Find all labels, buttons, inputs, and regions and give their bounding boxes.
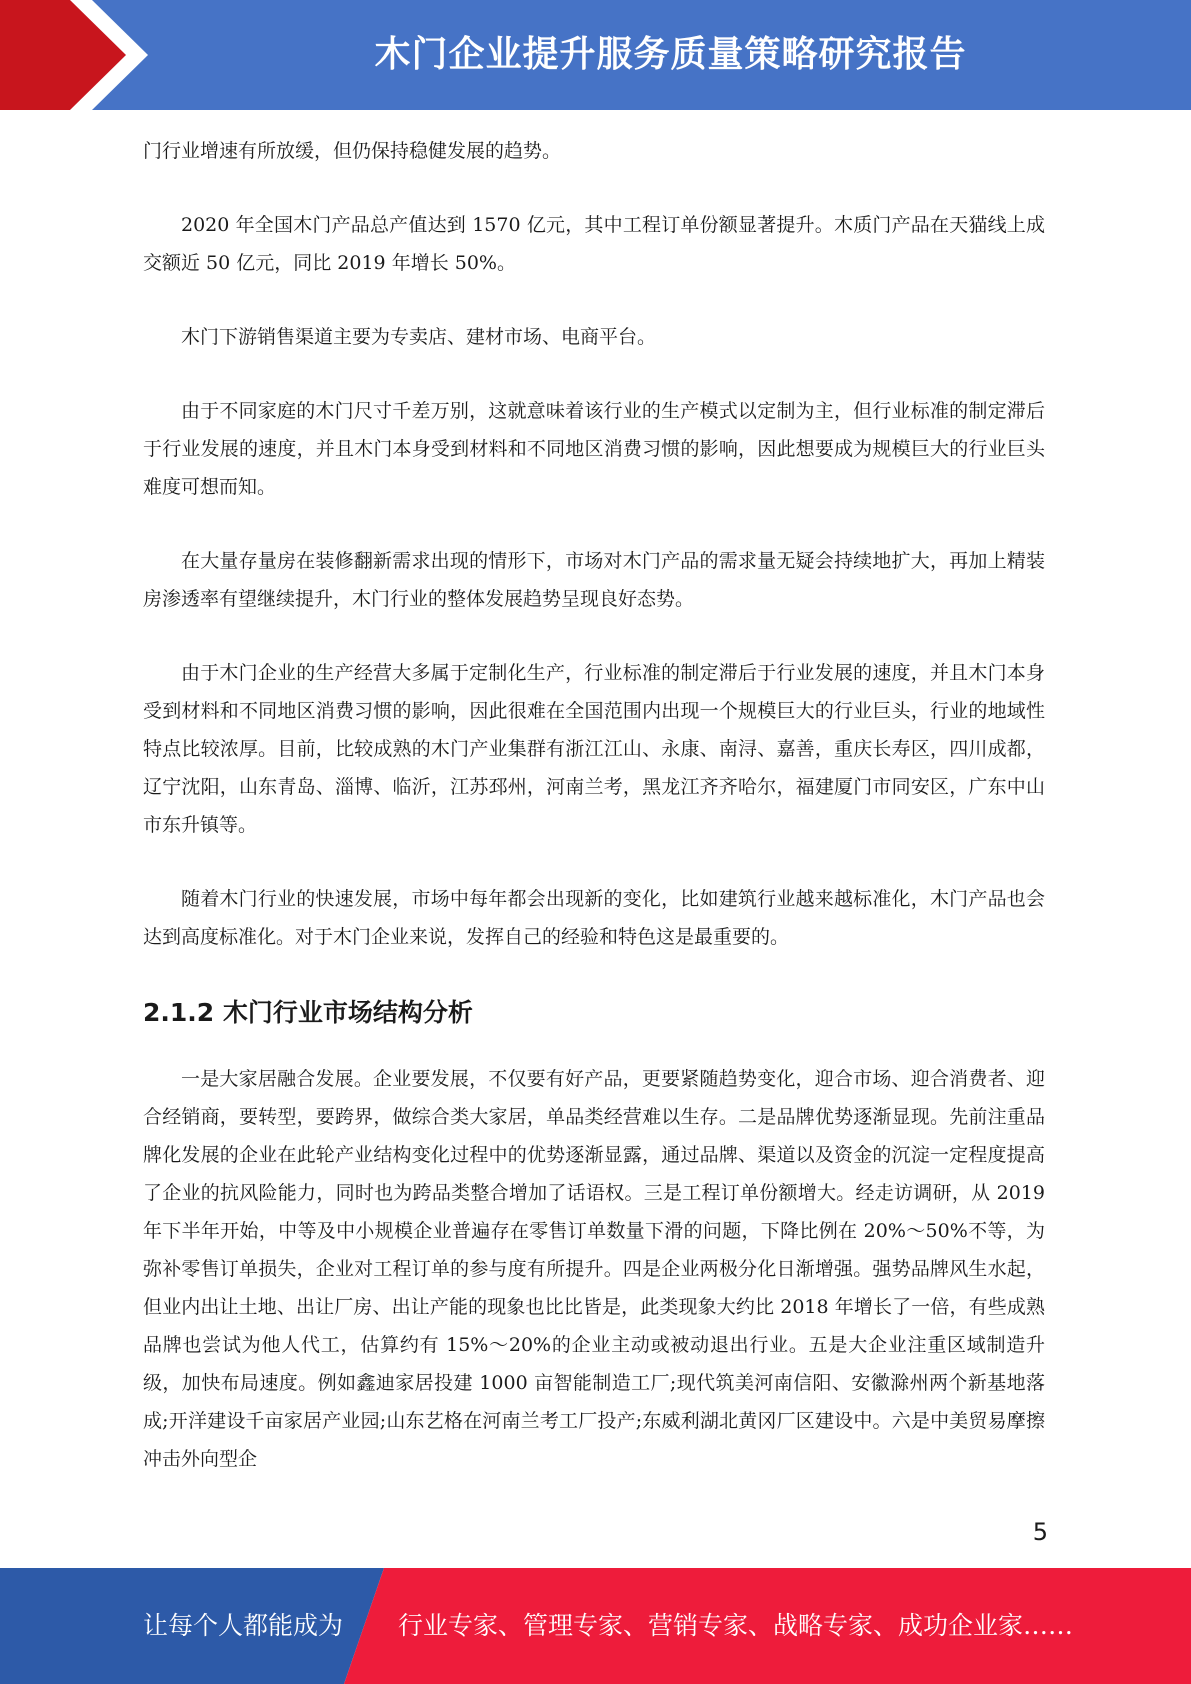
- footer-slogan-right: 行业专家、管理专家、营销专家、战略专家、成功企业家……: [398, 1611, 1074, 1640]
- paragraph: 木门下游销售渠道主要为专卖店、建材市场、电商平台。: [181, 326, 657, 348]
- paragraph: 2020 年全国木门产品总产值达到 1570 亿元，其中工程订单份额显著提升。木质门产品在天猫线上成交额近 50 亿元，同比 2019 年增长 50%。: [143, 214, 1045, 274]
- page-number: 5: [1032, 1518, 1048, 1546]
- page-content: [143, 132, 1045, 1514]
- paragraph: 随着木门行业的快速发展，市场中每年都会出现新的变化，比如建筑行业越来越标准化，木门产品也会达到高度标准化。对于木门企业来说，发挥自己的经验和特色这是最重要的。: [143, 888, 1045, 948]
- paragraph: 在大量存量房在装修翻新需求出现的情形下，市场对木门产品的需求量无疑会持续地扩大，再加上精装房渗透率有望继续提升，木门行业的整体发展趋势呈现良好态势。: [143, 550, 1045, 610]
- page-header: [0, 0, 1191, 110]
- paragraph: 一是大家居融合发展。企业要发展，不仅要有好产品，更要紧随趋势变化，迎合市场、迎合消费者、迎合经销商，要转型，要跨界，做综合类大家居，单品类经营难以生存。二是品牌优势逐渐显现。先前注重品牌化发展的企业在此轮产业结构变化过程中的优势逐渐显露，通过品牌、渠道以及资金的沉淀一定程度提高了企业的抗风险能力，同时也为跨品类整合增加了话语权。三是工程订单份额增大。经走访调研，从 2019 年下半年开始，中等及中小规模企业普遍存在零售订单数量下滑的问题，下降比例在 20%～50%不等，为弥补零售订单损失，企业对工程订单的参与度有所提升。四是企业两极分化日渐增强。强势品牌风生水起，但业内出让土地、出让厂房、出让产能的现象也比比皆是，此类现象大约比 2018 年增长了一倍，有些成熟品牌也尝试为他人代工，估算约有 15%～20%的企业主动或被动退出行业。五是大企业注重区域制造升级，加快布局速度。例如鑫迪家居投建 1000 亩智能制造工厂;现代筑美河南信阳、安徽滁州两个新基地落成;开洋建设千亩家居产业园;山东艺格在河南兰考工厂投产;东威利湖北黄冈厂区建设中。六是中美贸易摩擦冲击外向型企: [143, 1068, 1045, 1470]
- report-title: 木门企业提升服务质量策略研究报告: [374, 34, 967, 75]
- paragraph: 由于不同家庭的木门尺寸千差万别，这就意味着该行业的生产模式以定制为主，但行业标准的制定滞后于行业发展的速度，并且木门本身受到材料和不同地区消费习惯的影响，因此想要成为规模巨大的行业巨头难度可想而知。: [143, 400, 1045, 498]
- paragraph: 由于木门企业的生产经营大多属于定制化生产，行业标准的制定滞后于行业发展的速度，并且木门本身受到材料和不同地区消费习惯的影响，因此很难在全国范围内出现一个规模巨大的行业巨头，行业的地域性特点比较浓厚。目前，比较成熟的木门产业集群有浙江江山、永康、南浔、嘉善，重庆长寿区，四川成都，辽宁沈阳，山东青岛、淄博、临沂，江苏邳州，河南兰考，黑龙江齐齐哈尔，福建厦门市同安区，广东中山市东升镇等。: [143, 662, 1045, 836]
- section-heading: 2.1.2 木门行业市场结构分析: [143, 998, 473, 1027]
- paragraph: 门行业增速有所放缓，但仍保持稳健发展的趋势。: [143, 140, 562, 162]
- page-footer: [0, 1568, 1191, 1684]
- footer-slogan-left: 让每个人都能成为: [143, 1611, 344, 1640]
